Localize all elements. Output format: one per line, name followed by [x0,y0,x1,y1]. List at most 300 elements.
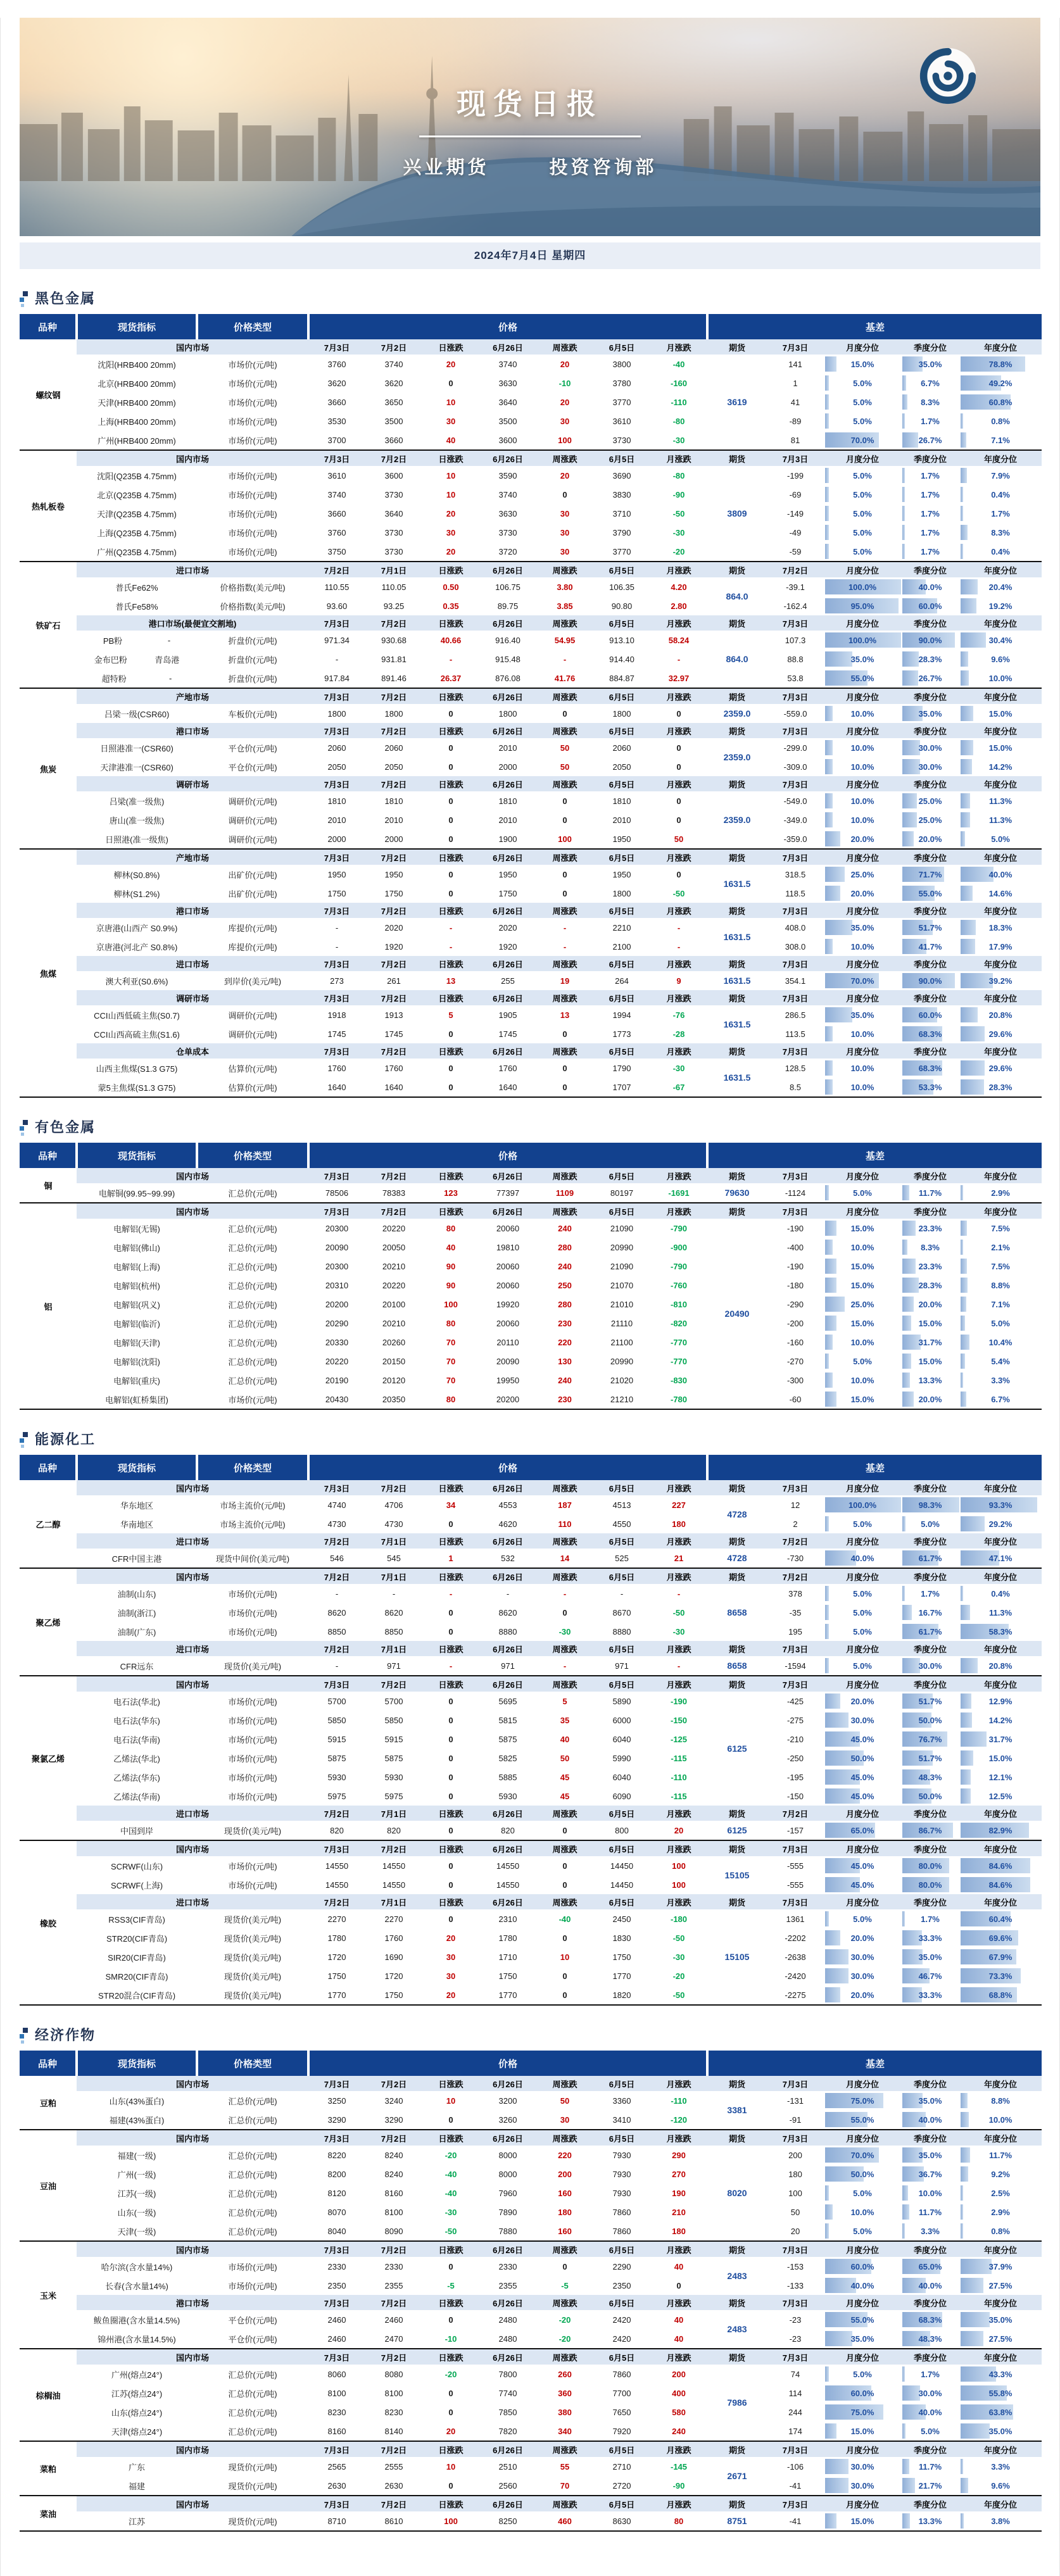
subheader-cell: 日涨跌 [422,2076,479,2091]
yearly-percentile-cell: 93.3% [959,1495,1042,1514]
percentile-bar [961,2204,963,2220]
price-cell: 8120 [327,2188,346,2198]
data-row [20,504,1042,523]
change-cell: 0 [562,1029,567,1039]
subheader-cell: 月涨跌 [650,849,707,865]
price-cell: 1800 [498,708,517,719]
subheader-cell: 年度分位 [959,2130,1042,2146]
market-subheader-row [20,615,1042,631]
basis-cell: -1124 [785,1188,806,1198]
data-row [20,577,1042,596]
basis-cell: -59 [789,546,802,556]
price-cell: 1810 [498,796,517,806]
price-cell: 20210 [382,1318,406,1328]
price-cell: 1750 [498,1971,517,1981]
change-cell: 0 [562,1971,567,1981]
price-cell: 3720 [498,546,517,556]
price-cell: 8230 [384,2407,403,2417]
percentile-bar [825,2185,829,2201]
price-cell: 3660 [327,508,346,518]
monthly-percentile-cell: 60.0% [824,2384,901,2403]
price-cell: 2330 [498,2261,517,2271]
subheader-cell: 7月3日 [767,1894,824,1909]
price-cell: 5930 [384,1772,403,1782]
market-label: 国内市场 [77,2349,308,2365]
subheader-cell: 日涨跌 [422,723,479,738]
subheader-cell: 季度分位 [901,723,959,738]
indicator-cell: 江苏(一级) [117,2189,156,2199]
percentile-bar [825,1392,836,1407]
data-row [20,2511,1042,2531]
price-cell: 8240 [384,2150,403,2160]
futures-cell: 8658 [727,1661,747,1671]
percentile-bar [825,1624,829,1639]
subheader-cell: 月涨跌 [650,1043,707,1059]
price-cell: 3730 [498,527,517,537]
quarterly-percentile-cell: 41.7% [901,937,959,956]
subheader-cell: 6月26日 [479,688,536,704]
quarterly-percentile-cell: 30.0% [901,2384,959,2403]
subheader-cell: 月度分位 [824,849,901,865]
basis-cell: 174 [788,2426,802,2436]
monthly-percentile-cell: 45.0% [824,1856,901,1875]
price-type-cell: 现货价(美元/吨) [224,1933,282,1944]
price-cell: 971 [501,1661,515,1671]
change-cell: 1 [448,1553,453,1563]
price-cell: 3250 [327,2095,346,2106]
change-cell: 270 [672,2169,686,2179]
price-cell: 971 [615,1661,629,1671]
monthly-percentile-cell: 70.0% [824,971,901,990]
quarterly-percentile-cell: 48.3% [901,2329,959,2349]
basis-cell: -400 [786,1242,804,1252]
market-subheader-row [20,688,1042,704]
price-cell: 800 [615,1825,629,1835]
percentile-bar [902,375,906,391]
subheader-cell: 年度分位 [959,990,1042,1005]
subheader-cell: 期货 [707,2130,767,2146]
data-row [20,596,1042,615]
subheader-cell: 季度分位 [901,615,959,631]
basis-cell: -153 [786,2261,804,2271]
data-row [20,1295,1042,1314]
price-type-cell: 调研价(元/吨) [228,1029,277,1040]
percentile-bar [825,544,829,559]
indicator-cell: 中国到岸 [120,1826,153,1836]
yearly-percentile-cell: 7.5% [959,1219,1042,1238]
variety-cell: 铝 [20,1203,77,1409]
change-cell: 40 [674,2261,684,2271]
quarterly-percentile-cell: 35.0% [901,2146,959,2164]
price-type-cell: 折盘价(元/吨) [228,674,277,684]
indicator-cell: 广州(Q235B 4.75mm) [97,547,177,557]
subheader-cell: 7月3日 [308,2349,365,2365]
percentile-bar [902,1259,916,1274]
price-cell: 7650 [612,2407,631,2417]
monthly-percentile-cell: 25.0% [824,1295,901,1314]
price-cell: 3500 [498,416,517,426]
data-row [20,650,1042,669]
data-row [20,2202,1042,2221]
basis-cell: 107.3 [785,635,806,645]
data-row [20,1928,1042,1947]
percentile-bar [961,1373,963,1388]
subheader-cell: 期货 [707,903,767,918]
percentile-bar [961,1693,971,1709]
market-label: 国内市场 [77,1203,308,1219]
price-type-cell: 汇总价(元/吨) [228,1319,277,1329]
price-cell: 7850 [498,2407,517,2417]
quarterly-percentile-cell: 60.0% [901,596,959,615]
monthly-percentile-cell: 15.0% [824,1390,901,1409]
change-cell: 180 [672,2226,686,2236]
price-cell: 8240 [384,2169,403,2179]
basis-cell: 1 [793,378,798,388]
percentile-bar [902,544,905,559]
data-row [20,704,1042,723]
subheader-cell: 月度分位 [824,2130,901,2146]
change-cell: 40 [560,1734,570,1744]
basis-cell: -39.1 [786,582,805,592]
price-cell: 2350 [612,2280,631,2290]
monthly-percentile-cell: 15.0% [824,2511,901,2531]
subheader-cell: 7月3日 [308,688,365,704]
yearly-percentile-cell: 2.5% [959,2183,1042,2202]
price-type-cell: 汇总价(元/吨) [228,1188,277,1198]
futures-cell: 15105 [724,1952,750,1962]
change-cell: -20 [672,546,685,556]
change-cell: -30 [445,2207,457,2217]
market-label: 国内市场 [77,1568,308,1584]
subheader-cell: 季度分位 [901,2241,959,2257]
basis-cell: -23 [789,2334,802,2344]
price-type-cell: 市场价(元/吨) [228,471,277,481]
subheader-cell: 7月3日 [308,723,365,738]
price-type-cell: 汇总价(元/吨) [228,2408,277,2418]
price-cell: - [335,1588,339,1599]
subheader-cell: 7月3日 [308,1840,365,1856]
indicator-location: - [168,673,172,683]
price-cell: 261 [387,976,401,986]
yearly-percentile-cell: 35.0% [959,2422,1042,2441]
change-cell: 0 [562,1990,567,2000]
price-cell: 20330 [325,1337,349,1347]
indicator-cell [77,650,197,669]
subheader-cell: 期货 [707,2441,767,2457]
data-row [20,1078,1042,1097]
indicator-cell: 油制(浙江) [117,1608,156,1618]
subheader-cell: 日涨跌 [422,339,479,355]
subheader-cell: 季度分位 [901,903,959,918]
subheader-cell: 6月5日 [593,1894,650,1909]
price-cell: 3740 [327,489,346,499]
variety-cell: 橡胶 [20,1840,77,2005]
price-cell: 1745 [498,1029,517,1039]
change-cell: 0 [448,1063,453,1073]
indicator-cell: 广东 [128,2462,145,2472]
subheader-cell: 月度分位 [824,1168,901,1183]
futures-cell: 3381 [727,2105,747,2115]
change-cell: 50 [674,834,684,844]
data-row [20,2276,1042,2295]
yearly-percentile-cell: 49.2% [959,374,1042,393]
quarterly-percentile-cell: 26.7% [901,669,959,688]
percentile-bar [825,1026,833,1041]
price-cell: 2420 [612,2334,631,2344]
yearly-percentile-cell: 29.6% [959,1059,1042,1078]
percentile-bar [961,1658,978,1673]
monthly-percentile-cell: 70.0% [824,430,901,450]
percentile-bar [961,1060,985,1076]
indicator-cell: 福建 [128,2481,145,2491]
basis-cell: -91 [789,2114,802,2125]
change-cell: 70 [446,1356,456,1366]
data-row [20,1314,1042,1333]
price-cell: 876.08 [495,673,521,683]
percentile-bar [961,1221,967,1236]
price-cell: 2310 [498,1914,517,1924]
subheader-cell: 周涨跌 [536,1480,593,1495]
monthly-percentile-cell: 10.0% [824,1238,901,1257]
quarterly-percentile-cell: 1.7% [901,485,959,504]
monthly-percentile-cell: 30.0% [824,1966,901,1985]
indicator-cell: 山东(熔点24°) [111,2408,163,2418]
subheader-cell: 期货 [707,2295,767,2310]
quarterly-percentile-cell: 40.0% [901,2110,959,2130]
futures-cell: 20490 [724,1309,750,1319]
subheader-cell: 7月3日 [308,776,365,791]
subheader-cell: 月度分位 [824,956,901,971]
percentile-bar [961,1335,969,1350]
percentile-bar [825,2478,849,2493]
price-cell: 1800 [612,708,631,719]
price-cell: 8710 [327,2516,346,2526]
price-cell: 8060 [327,2369,346,2379]
monthly-percentile-cell: 70.0% [824,2146,901,2164]
indicator-cell: 山西主焦煤(S1.3 G75) [96,1064,178,1074]
change-cell: 90 [446,1261,456,1271]
data-row [20,1603,1042,1622]
percentile-bar [961,2147,970,2163]
subheader-cell: 7月3日 [308,2076,365,2091]
price-type-cell: 汇总价(元/吨) [228,1243,277,1253]
basis-cell: 50 [790,2207,800,2217]
indicator-cell: 天津港准一(CSR60) [100,762,174,772]
subheader-cell: 周涨跌 [536,2496,593,2511]
change-cell: 260 [558,2369,572,2379]
subheader-cell: 6月26日 [479,2295,536,2310]
yearly-percentile-cell: 9.6% [959,650,1042,669]
price-cell: 2010 [498,743,517,753]
subheader-cell: 7月3日 [308,2241,365,2257]
subheader-cell: 日涨跌 [422,1043,479,1059]
subheader-cell: 季度分位 [901,776,959,791]
monthly-percentile-cell: 55.0% [824,669,901,688]
price-cell: 1750 [384,1990,403,2000]
subheader-cell: 周涨跌 [536,450,593,466]
percentile-bar [961,2166,968,2182]
subheader-cell: 周涨跌 [536,903,593,918]
change-cell: 1109 [555,1188,574,1198]
variety-cell: 玉米 [20,2241,77,2349]
data-row [20,738,1042,757]
quarterly-percentile-cell: 28.3% [901,1276,959,1295]
subheader-cell: 年度分位 [959,1840,1042,1856]
subheader-cell: 年度分位 [959,1480,1042,1495]
change-cell: 220 [558,1337,572,1347]
subheader-cell: 7月3日 [767,1203,824,1219]
basis-cell: -1594 [785,1661,806,1671]
basis-cell: 1361 [786,1914,805,1924]
data-row [20,1711,1042,1730]
indicator-cell: 上海(Q235B 4.75mm) [97,528,177,538]
basis-cell: -275 [786,1715,804,1725]
market-label: 进口市场 [77,1641,308,1656]
percentile-bar [825,1949,849,1964]
yearly-percentile-cell: 3.3% [959,1371,1042,1390]
change-cell: -20 [558,2334,571,2344]
futures-cell: 864.0 [726,591,748,601]
subheader-cell: 月涨跌 [650,723,707,738]
subheader-cell: 7月2日 [767,1806,824,1821]
data-row [20,523,1042,542]
section-title [20,2025,1040,2044]
subheader-cell: 6月5日 [593,1806,650,1821]
subheader-cell: 7月2日 [365,1043,422,1059]
subheader-cell: 周涨跌 [536,1894,593,1909]
subheader-cell: 7月3日 [308,2295,365,2310]
percentile-bar [902,759,920,774]
yearly-percentile-cell: 5.0% [959,829,1042,849]
basis-cell: -730 [786,1553,804,1563]
subheader-cell: 年度分位 [959,723,1042,738]
change-cell: -115 [671,1753,687,1763]
subheader-cell: 6月26日 [479,562,536,577]
change-cell: -90 [672,2480,685,2491]
subheader-cell: 周涨跌 [536,956,593,971]
price-cell: 2050 [384,762,403,772]
percentile-bar [902,740,920,755]
price-cell: 2355 [384,2280,403,2290]
price-cell: 6000 [612,1715,631,1725]
subheader-cell: 月度分位 [824,1203,901,1219]
change-cell: -20 [445,2150,457,2160]
quarterly-percentile-cell: 33.3% [901,1985,959,2005]
percentile-bar [902,1658,920,1673]
subheader-cell: 季度分位 [901,849,959,865]
price-cell: 3640 [498,397,517,407]
subheader-cell: 季度分位 [901,2496,959,2511]
price-cell: 1900 [498,834,517,844]
quarterly-percentile-cell: 65.0% [901,2257,959,2276]
percentile-bar [961,2259,992,2274]
price-cell: 7820 [498,2426,517,2436]
change-cell: 0 [448,2388,453,2398]
change-cell: 13 [446,976,456,986]
monthly-percentile-cell: 5.0% [824,504,901,523]
price-cell: 2060 [327,743,346,753]
change-cell: 0 [448,2480,453,2491]
yearly-percentile-cell: 11.3% [959,791,1042,810]
monthly-percentile-cell: 10.0% [824,1371,901,1390]
price-cell: 2000 [498,762,517,772]
price-cell: 5990 [612,1753,631,1763]
monthly-percentile-cell: 5.0% [824,374,901,393]
change-cell: -160 [670,378,688,388]
subheader-cell: 年度分位 [959,2441,1042,2457]
market-label: 国内市场 [77,1840,308,1856]
quarterly-percentile-cell: 6.7% [901,374,959,393]
indicator-cell: 电解铝(临沂) [113,1319,160,1329]
data-row [20,810,1042,829]
subheader-cell: 周涨跌 [536,1806,593,1821]
futures-cell: 2671 [727,2471,747,2481]
price-type-cell: 现货价(美元/吨) [224,1914,282,1925]
subheader-cell: 7月2日 [365,990,422,1005]
market-subheader-row [20,2241,1042,2257]
subheader-cell: 6月26日 [479,615,536,631]
price-cell: 7800 [498,2369,517,2379]
data-table [20,2051,1042,2532]
subheader-cell: 年度分位 [959,776,1042,791]
data-row [20,1371,1042,1390]
change-cell: 40 [674,2315,684,2325]
date-bar: 2024年7月4日 星期四 [20,242,1040,269]
price-cell: 3590 [498,470,517,481]
price-cell: 20220 [325,1356,349,1366]
change-cell: -770 [670,1356,688,1366]
subheader-cell: 7月3日 [308,849,365,865]
monthly-percentile-cell: 5.0% [824,523,901,542]
price-cell: 5875 [384,1753,403,1763]
section-title [20,1117,1040,1136]
price-type-cell: 汇总价(元/吨) [228,2151,277,2161]
subheader-cell: 日涨跌 [422,1840,479,1856]
change-cell: 14 [560,1553,570,1563]
subheader-cell: 年度分位 [959,1168,1042,1183]
price-cell: 2000 [327,834,346,844]
price-cell: 4730 [384,1519,403,1529]
change-cell: 0 [448,1715,453,1725]
price-cell: 21070 [610,1280,634,1290]
price-group-header: 价格 [308,1143,707,1168]
city-skyline-illustration [20,18,1040,236]
subheader-cell: 6月5日 [593,776,650,791]
subheader-cell: 6月5日 [593,2241,650,2257]
subheader-cell: 月度分位 [824,1480,901,1495]
price-cell: 1750 [384,888,403,898]
price-cell: 891.46 [381,673,407,683]
futures-cell: 4728 [727,1509,747,1519]
change-cell: -5 [447,2280,455,2290]
change-cell: - [563,654,567,664]
yearly-percentile-cell: 82.9% [959,1821,1042,1840]
price-cell: 21090 [610,1261,634,1271]
subheader-cell: 7月3日 [767,2076,824,2091]
monthly-percentile-cell: 20.0% [824,829,901,849]
futures-cell: 2483 [727,2271,747,2281]
basis-cell: 378 [788,1588,802,1599]
basis-cell: -180 [786,1280,804,1290]
price-cell: 7930 [612,2169,631,2179]
monthly-percentile-cell: 10.0% [824,757,901,776]
yearly-percentile-cell: 8.8% [959,1276,1042,1295]
quarterly-percentile-cell: 25.0% [901,810,959,829]
basis-cell: 20 [790,2226,800,2236]
change-cell: 40 [674,2334,684,2344]
subheader-cell: 7月3日 [767,1840,824,1856]
percentile-bar [961,1007,978,1022]
